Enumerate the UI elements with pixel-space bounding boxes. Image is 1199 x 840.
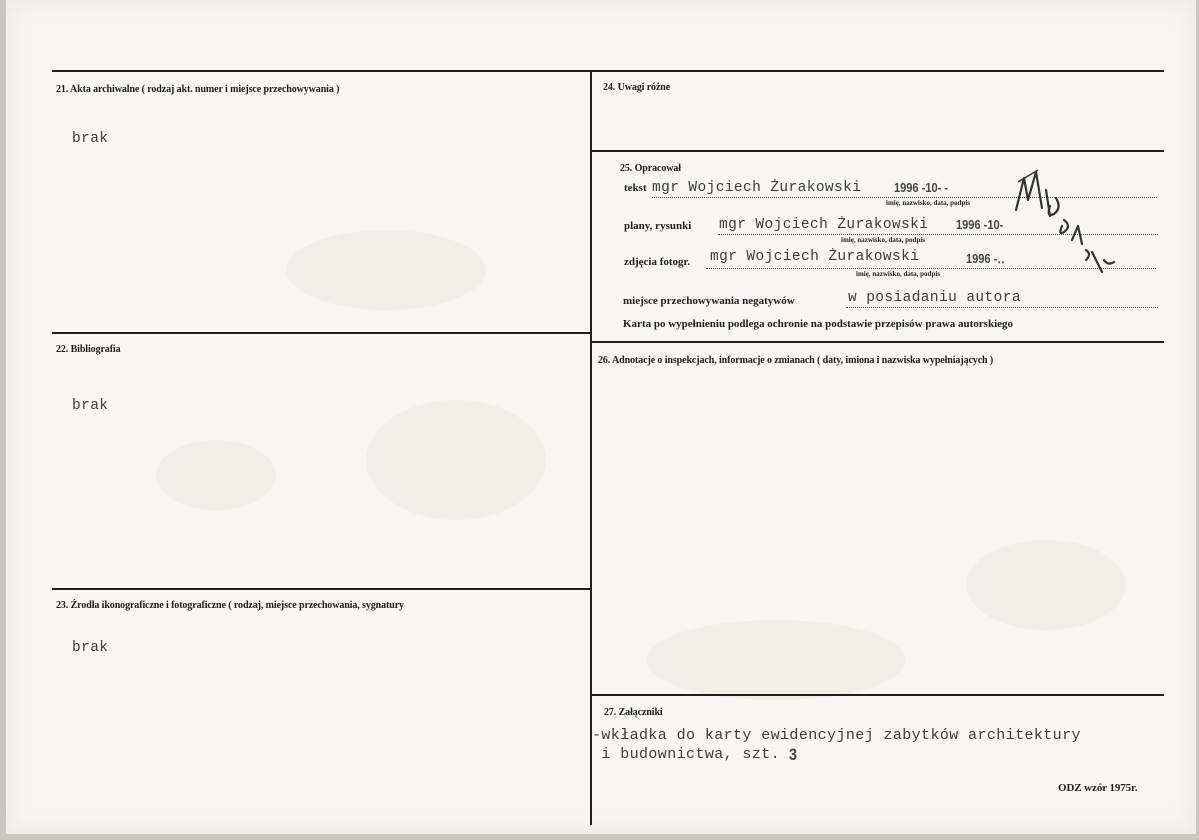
section-23-value: brak (72, 640, 109, 656)
plany-label: plany, rysunki (624, 220, 692, 232)
plany-sublabel: imię, nazwisko, data, podpis (841, 236, 926, 244)
negatywy-label: miejsce przechowywania negatywów (623, 295, 795, 307)
plany-date: 1996 -10- (956, 217, 1004, 232)
top-rule (52, 70, 1164, 72)
section-22-value: brak (72, 398, 109, 414)
attachment-count: 3 (789, 745, 798, 764)
rule-22-23 (52, 588, 592, 590)
tekst-date: 1996 -10- - (894, 180, 949, 195)
section-22-label: 22. Bibliografia (56, 344, 121, 355)
center-divider (590, 70, 592, 825)
form-footer: ODZ wzór 1975r. (1058, 782, 1138, 794)
section-25-label: 25. Opracował (620, 163, 681, 174)
rule-21-22 (52, 332, 592, 334)
attachment-line-1: -wkładka do karty ewidencyjnej zabytków architektury (592, 727, 1081, 744)
section-24-label: 24. Uwagi różne (603, 82, 671, 93)
plany-author: mgr Wojciech Żurakowski (719, 217, 929, 233)
zdjecia-date: 1996 -‥ (966, 251, 1005, 266)
negatywy-value: w posiadaniu autora (848, 290, 1021, 306)
section-26-label: 26. Adnotacje o inspekcjach, informacje o zmianach ( daty, imiona i nazwiska wypełniających ) (598, 355, 994, 366)
section-21-label: 21. Akta archiwalne ( rodzaj akt. numer i miejsce przechowywania ) (56, 84, 340, 95)
section-21-value: brak (72, 131, 109, 147)
zdjecia-author: mgr Wojciech Żurakowski (710, 249, 920, 265)
tekst-sublabel: imię, nazwisko, data, podpis (886, 199, 971, 207)
tekst-author: mgr Wojciech Żurakowski (652, 180, 862, 196)
copyright-note: Karta po wypełnieniu podlega ochronie na podstawie przepisów prawa autorskiego (623, 318, 1014, 330)
section-23-label: 23. Źrodła ikonograficzne i fotograficzne ( rodzaj, miejsce przechowania, sygnatury (56, 600, 404, 611)
zdjecia-sublabel: imię, nazwisko, data, podpis (856, 270, 941, 278)
tekst-label: tekst (624, 182, 647, 194)
signature-icon (1006, 150, 1126, 290)
rule-25-26 (590, 341, 1164, 343)
record-card (6, 0, 1196, 834)
rule-26-27 (590, 694, 1164, 696)
negatywy-dotline (846, 307, 1158, 308)
zdjecia-label: zdjęcia fotogr. (624, 256, 691, 268)
attachment-line-2: i budownictwa, szt. (592, 746, 781, 763)
section-27-label: 27. Załączniki (604, 707, 663, 718)
